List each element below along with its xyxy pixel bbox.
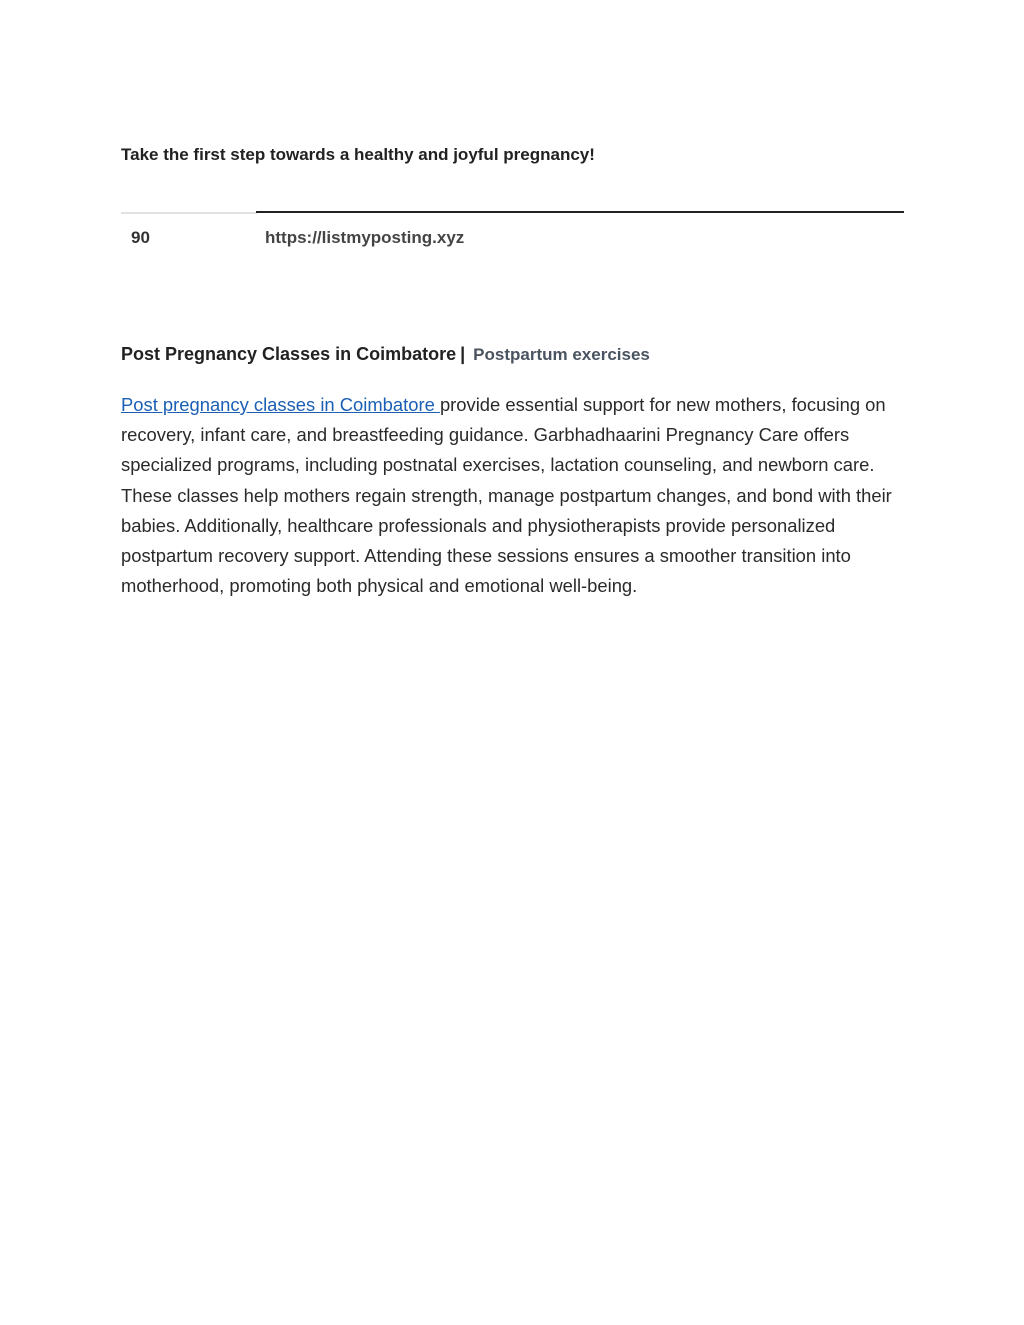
site-url-link[interactable]: https://listmyposting.xyz xyxy=(265,228,465,247)
post-title: Post Pregnancy Classes in Coimbatore xyxy=(121,344,457,364)
table-rule-light xyxy=(121,212,257,214)
score-value: 90 xyxy=(131,228,150,247)
score-table xyxy=(121,211,904,257)
post-body-text: provide essential support for new mothers, focusing on recovery, infant care, and breastfeeding guidance. Garbhadhaarini Pregnancy Care offers specialized programs, including postnatal exercises, lactation counseling, and newborn care. These classes help mothers regain strength, manage postpartum changes, and bond with their babies. Additionally, healthcare professionals and physiotherapists provide personalized postpartum recovery support. Attending these sessions ensures a smoother transition into motherhood, promoting both physical and emotional well-being. xyxy=(121,394,892,597)
post-heading xyxy=(121,344,650,365)
heading-separator: | xyxy=(460,344,466,364)
post-tag: Postpartum exercises xyxy=(473,345,650,364)
post-body-link[interactable]: Post pregnancy classes in Coimbatore xyxy=(121,394,440,415)
tagline: Take the first step towards a healthy and joyful pregnancy! xyxy=(121,145,595,164)
table-rule-dark xyxy=(256,211,904,213)
post-body xyxy=(121,390,906,601)
